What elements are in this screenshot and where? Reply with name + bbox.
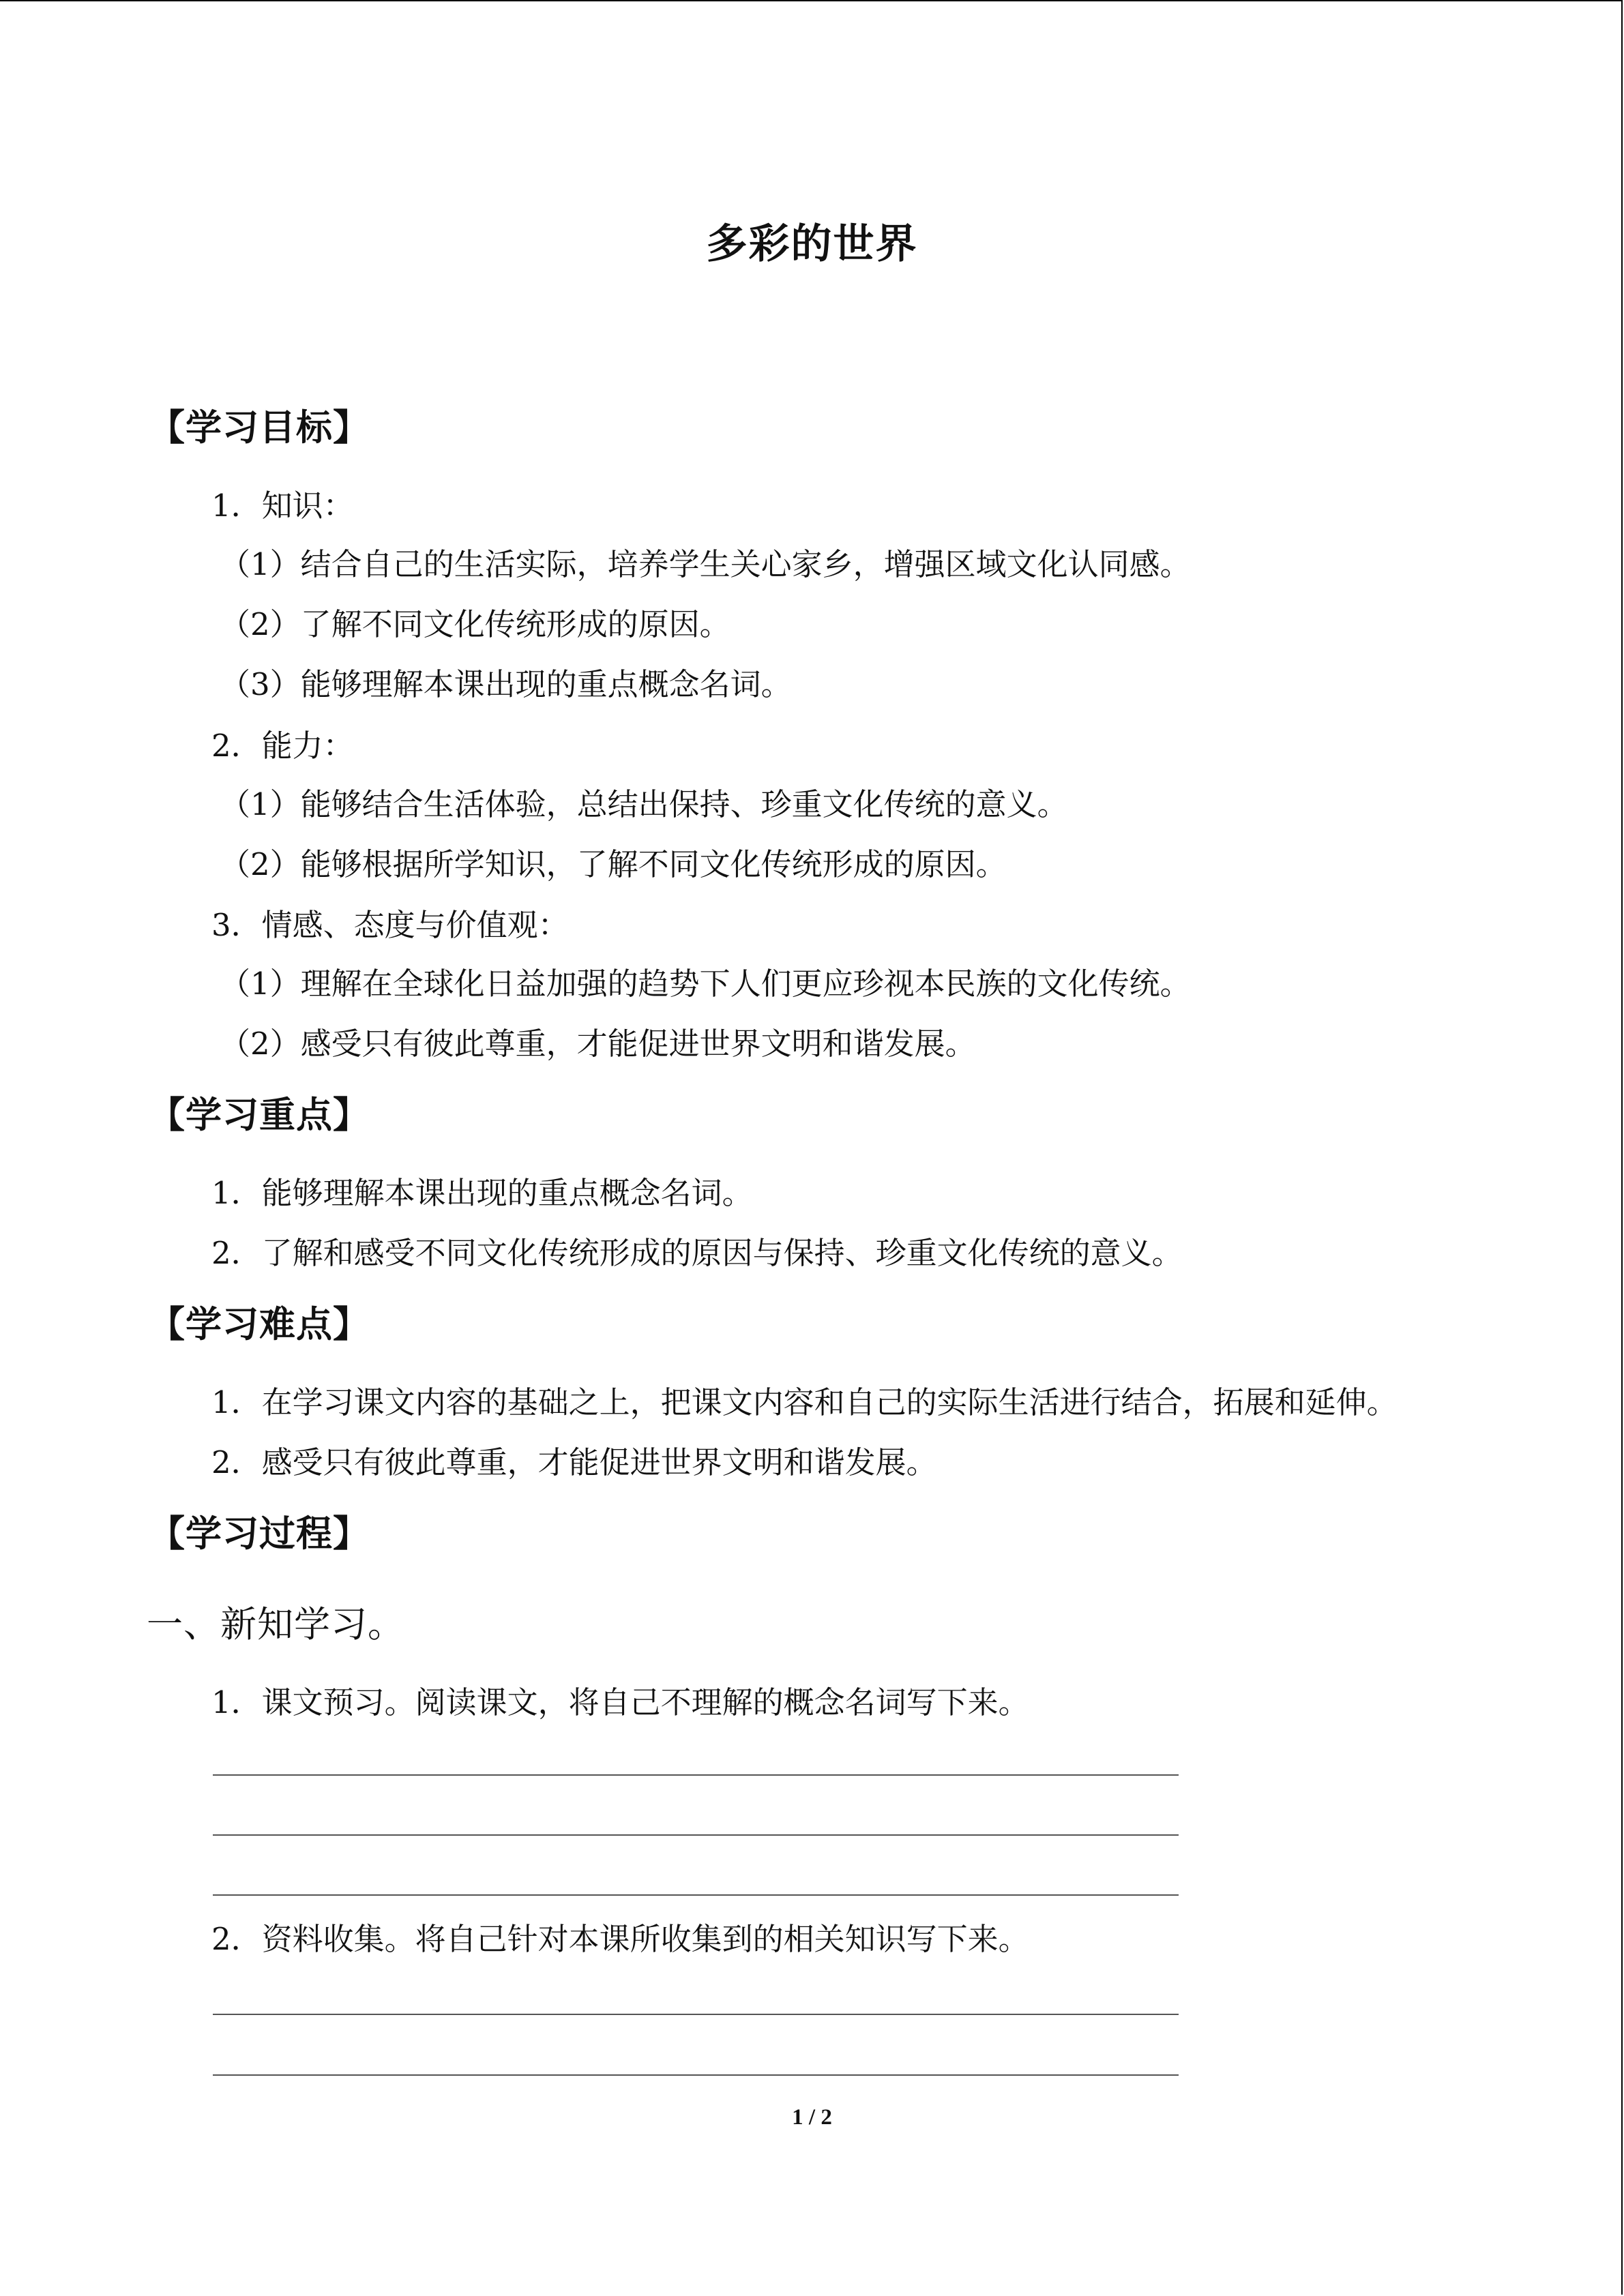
heading-objectives: 【学习目标】 (149, 406, 370, 449)
objective-line: （1）能够结合生活体验，总结出保持、珍重文化传统的意义。 (220, 786, 1068, 822)
answer-line (213, 1774, 1179, 1776)
objective-line: 3．情感、态度与价值观： (211, 907, 569, 943)
answer-line (213, 1834, 1179, 1836)
objective-line: （2）能够根据所学知识，了解不同文化传统形成的原因。 (220, 846, 1007, 882)
objective-line: 2．能力： (211, 728, 354, 764)
objective-line: （3）能够理解本课出现的重点概念名词。 (220, 666, 792, 702)
heading-difficulties: 【学习难点】 (149, 1303, 370, 1345)
heading-process: 【学习过程】 (149, 1512, 370, 1555)
key-point-line: 1．能够理解本课出现的重点概念名词。 (211, 1175, 753, 1211)
heading-key-points: 【学习重点】 (149, 1094, 370, 1136)
objective-line: （1）结合自己的生活实际，培养学生关心家乡，增强区域文化认同感。 (220, 546, 1191, 582)
page-number: 1 / 2 (792, 2105, 832, 2130)
answer-line (213, 2014, 1179, 2015)
difficulty-line: 2．感受只有彼此尊重，才能促进世界文明和谐发展。 (211, 1444, 937, 1480)
difficulty-line: 1．在学习课文内容的基础之上，把课文内容和自己的实际生活进行结合，拓展和延伸。 (211, 1384, 1398, 1420)
objective-line: 1．知识： (211, 488, 354, 524)
objective-line: （2）感受只有彼此尊重，才能促进世界文明和谐发展。 (220, 1026, 976, 1062)
objective-line: （2）了解不同文化传统形成的原因。 (220, 606, 730, 642)
section-title: 一、新知学习。 (147, 1604, 404, 1645)
answer-line (213, 1894, 1179, 1896)
objective-line: （1）理解在全球化日益加强的趋势下人们更应珍视本民族的文化传统。 (220, 966, 1191, 1002)
task-line: 2．资料收集。将自己针对本课所收集到的相关知识写下来。 (211, 1921, 1029, 1957)
answer-line (213, 2074, 1179, 2076)
key-point-line: 2．了解和感受不同文化传统形成的原因与保持、珍重文化传统的意义。 (211, 1235, 1183, 1271)
task-line: 1．课文预习。阅读课文，将自己不理解的概念名词写下来。 (211, 1684, 1029, 1720)
page-title: 多彩的世界 (706, 220, 918, 268)
